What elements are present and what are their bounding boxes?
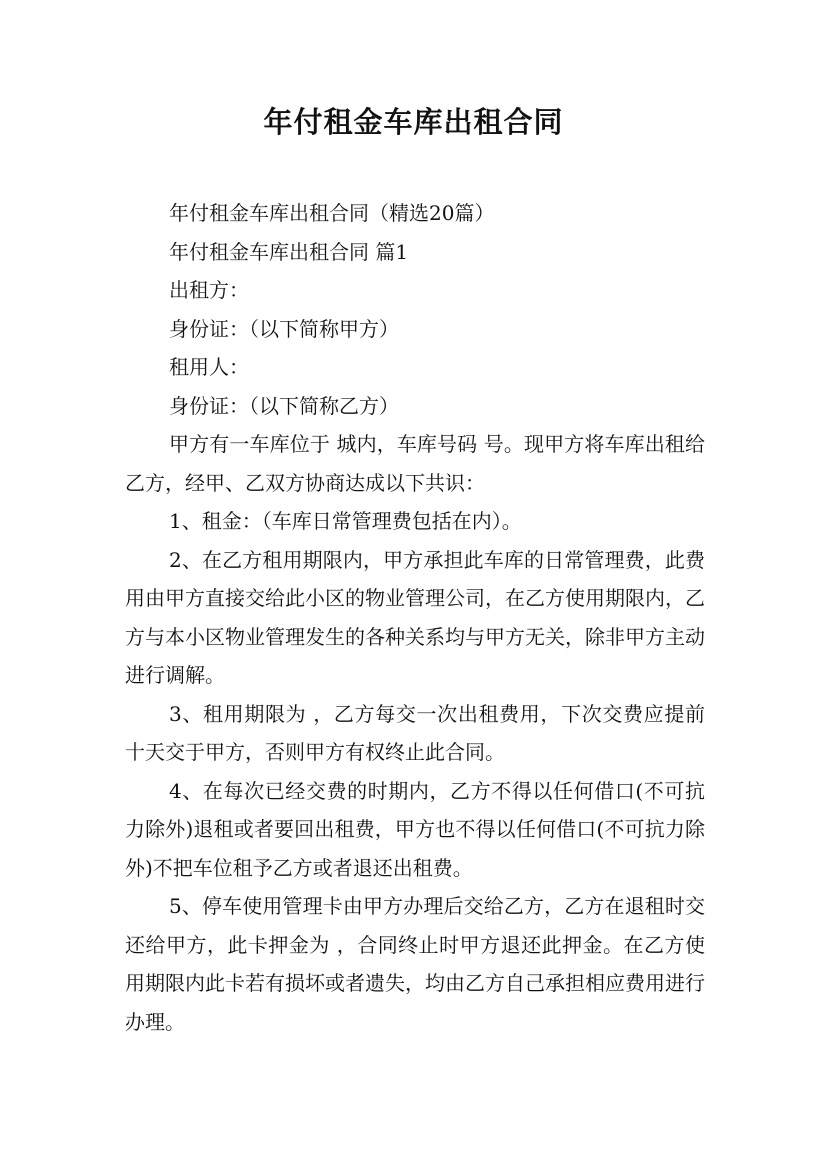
document-body <box>125 194 705 1041</box>
paragraph-lessee: 租用人： <box>169 355 249 379</box>
paragraph-lessee-id: 身份证：（以下简称乙方） <box>169 393 399 418</box>
document-title: 年付租金车库出租合同 <box>263 105 564 139</box>
paragraph-intro: 甲方有一车库位于 城内，车库号码 号。现甲方将车库出租给乙方，经甲、乙双方协商达成以下共识： <box>125 432 705 495</box>
paragraph-clause-4: 4、在每次已经交费的时期内，乙方不得以任何借口(不可抗力除外)退租或者要回出租费，甲方也不得以任何借口(不可抗力除外)不把车位租予乙方或者退还出租费。 <box>125 778 705 880</box>
paragraph-clause-5: 5、停车使用管理卡由甲方办理后交给乙方，乙方在退租时交还给甲方，此卡押金为 ，合同终止时甲方退还此押金。在乙方使用期限内此卡若有损坏或者遗失，均由乙方自己承担相应费用进行办理。 <box>125 894 705 1034</box>
paragraph-clause-1: 1、租金：（车库日常管理费包括在内）。 <box>169 509 522 533</box>
paragraph-lessor-id: 身份证：（以下简称甲方） <box>169 316 399 341</box>
paragraph-clause-2: 2、在乙方租用期限内，甲方承担此车库的日常管理费，此费用由甲方直接交给此小区的物业管理公司，在乙方使用期限内，乙方与本小区物业管理发生的各种关系均与甲方无关，除非甲方主动进行调解。 <box>125 547 705 687</box>
paragraph-subtitle: 年付租金车库出租合同（精选20篇） <box>169 201 495 225</box>
paragraph-clause-3: 3、租用期限为 ，乙方每交一次出租费用，下次交费应提前十天交于甲方，否则甲方有权终止此合同。 <box>125 701 705 764</box>
paragraph-lessor: 出租方： <box>169 278 249 302</box>
paragraph-section-heading: 年付租金车库出租合同 篇1 <box>169 239 409 264</box>
